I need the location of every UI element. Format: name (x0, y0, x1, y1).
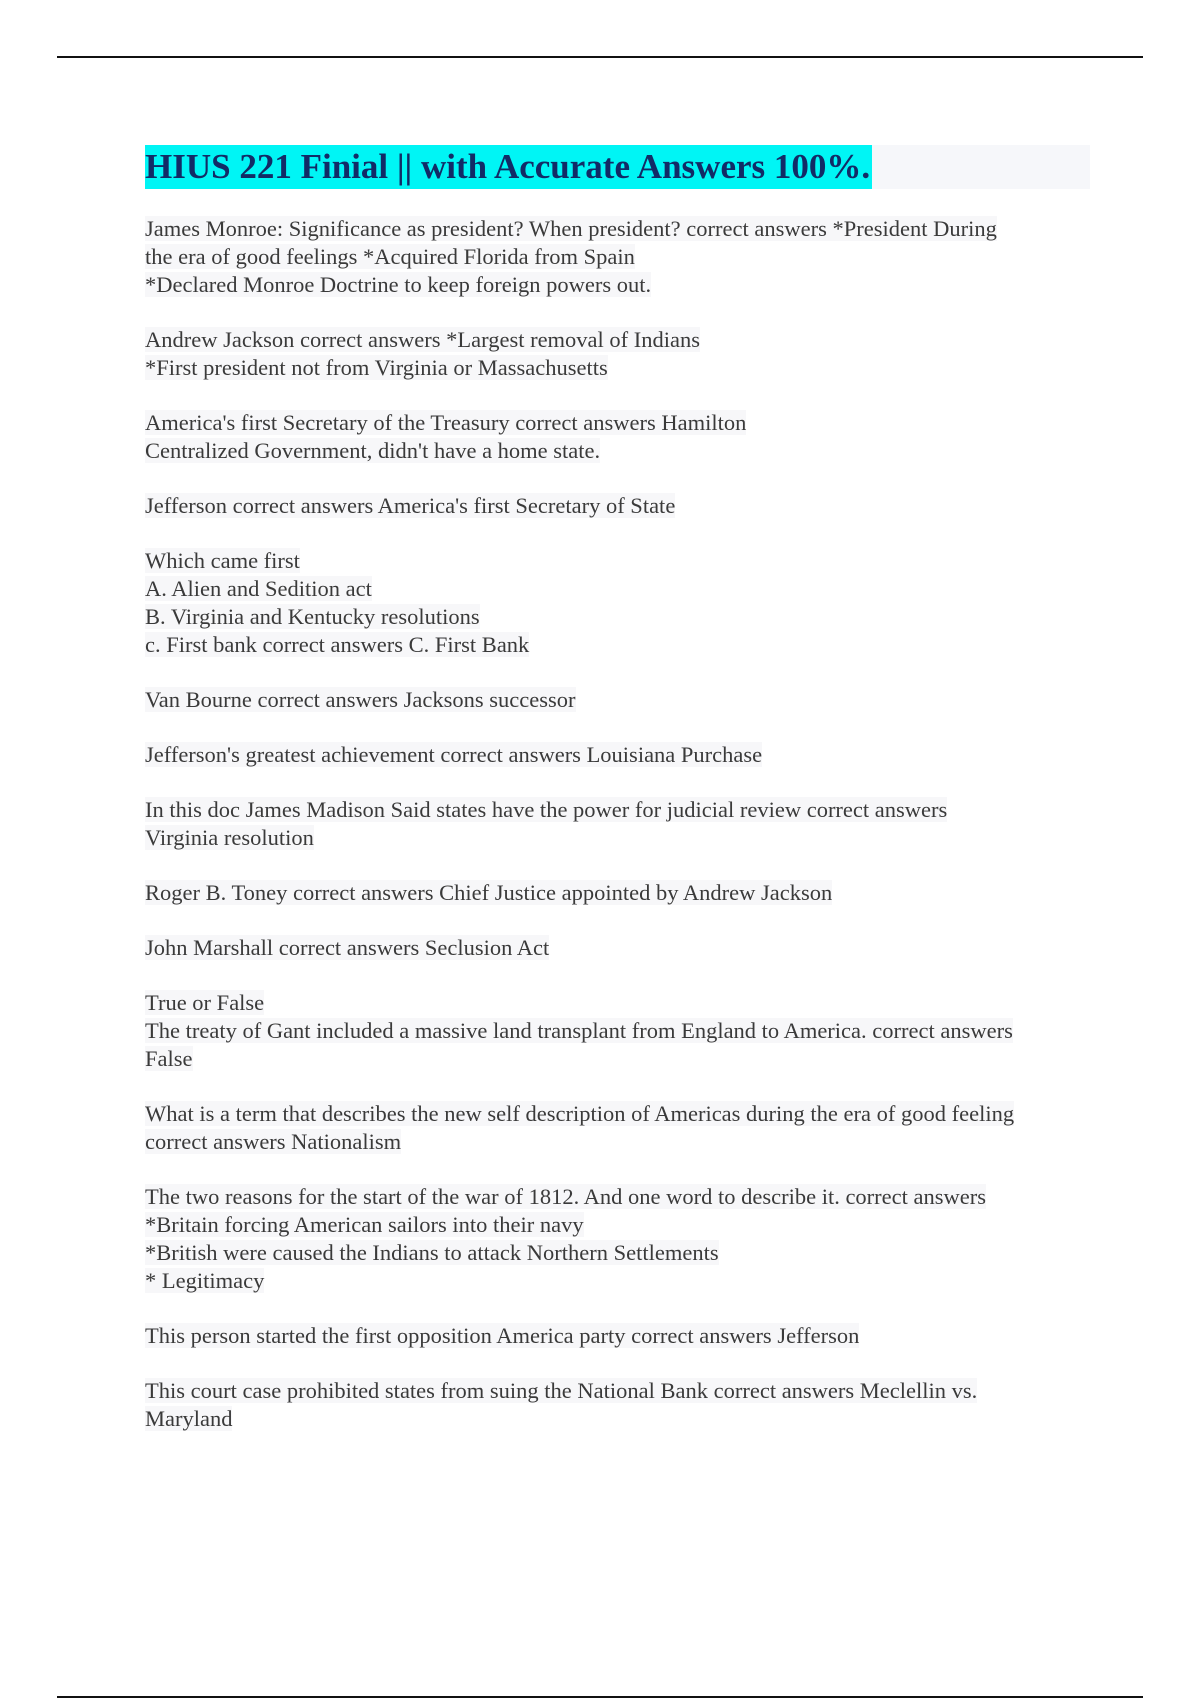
qa-line: correct answers Nationalism (145, 1129, 402, 1154)
qa-line: A. Alien and Sedition act (145, 576, 372, 601)
qa-entry-4 (145, 492, 1090, 520)
qa-entry-13 (145, 1183, 1090, 1295)
qa-entry-10 (145, 934, 1090, 962)
qa-line: B. Virginia and Kentucky resolutions (145, 604, 480, 629)
bottom-rule (57, 1696, 1143, 1698)
qa-line: False (145, 1046, 193, 1071)
qa-line: Virginia resolution (145, 825, 314, 850)
qa-entry-3 (145, 409, 1090, 465)
qa-line: What is a term that describes the new self description of Americas during the era of good feeling (145, 1101, 1015, 1126)
qa-line: In this doc James Madison Said states have the power for judicial review correct answers (145, 797, 948, 822)
qa-line: John Marshall correct answers Seclusion Act (145, 935, 550, 960)
qa-line: This person started the first opposition America party correct answers Jefferson (145, 1323, 860, 1348)
qa-line: *Declared Monroe Doctrine to keep foreign powers out. (145, 272, 652, 297)
qa-line: *First president not from Virginia or Massachusetts (145, 355, 608, 380)
title-block (145, 145, 1090, 189)
qa-line: *Britain forcing American sailors into their navy (145, 1212, 584, 1237)
qa-entry-1 (145, 215, 1090, 299)
qa-entry-11 (145, 989, 1090, 1073)
document-title: HIUS 221 Finial || with Accurate Answers 100%. (145, 145, 872, 189)
qa-line: The treaty of Gant included a massive land transplant from England to America. correct answers (145, 1018, 1013, 1043)
qa-line: James Monroe: Significance as president? When president? correct answers *President During (145, 216, 997, 241)
qa-line: Jefferson correct answers America's first Secretary of State (145, 493, 676, 518)
qa-line: c. First bank correct answers C. First Bank (145, 632, 530, 657)
qa-line: *British were caused the Indians to attack Northern Settlements (145, 1240, 719, 1265)
qa-entry-9 (145, 879, 1090, 907)
qa-line: * Legitimacy (145, 1268, 265, 1293)
qa-line: Andrew Jackson correct answers *Largest removal of Indians (145, 327, 701, 352)
qa-entry-6 (145, 686, 1090, 714)
qa-line: True or False (145, 990, 265, 1015)
qa-line: America's first Secretary of the Treasury correct answers Hamilton (145, 410, 747, 435)
qa-line: Centralized Government, didn't have a home state. (145, 438, 601, 463)
qa-line: Which came first (145, 548, 300, 573)
qa-entry-15 (145, 1377, 1090, 1433)
qa-line: This court case prohibited states from suing the National Bank correct answers Meclellin vs. (145, 1378, 978, 1403)
qa-line: Roger B. Toney correct answers Chief Justice appointed by Andrew Jackson (145, 880, 833, 905)
qa-entry-8 (145, 796, 1090, 852)
qa-line: The two reasons for the start of the war of 1812. And one word to describe it. correct answers (145, 1184, 986, 1209)
qa-line: Van Bourne correct answers Jacksons successor (145, 687, 576, 712)
qa-line: Jefferson's greatest achievement correct answers Louisiana Purchase (145, 742, 763, 767)
qa-entry-5 (145, 547, 1090, 659)
qa-entry-7 (145, 741, 1090, 769)
qa-entry-2 (145, 326, 1090, 382)
document-body (145, 145, 1090, 1460)
qa-entry-14 (145, 1322, 1090, 1350)
qa-line: Maryland (145, 1406, 233, 1431)
qa-entry-12 (145, 1100, 1090, 1156)
qa-line: the era of good feelings *Acquired Florida from Spain (145, 244, 635, 269)
top-rule (57, 56, 1143, 58)
